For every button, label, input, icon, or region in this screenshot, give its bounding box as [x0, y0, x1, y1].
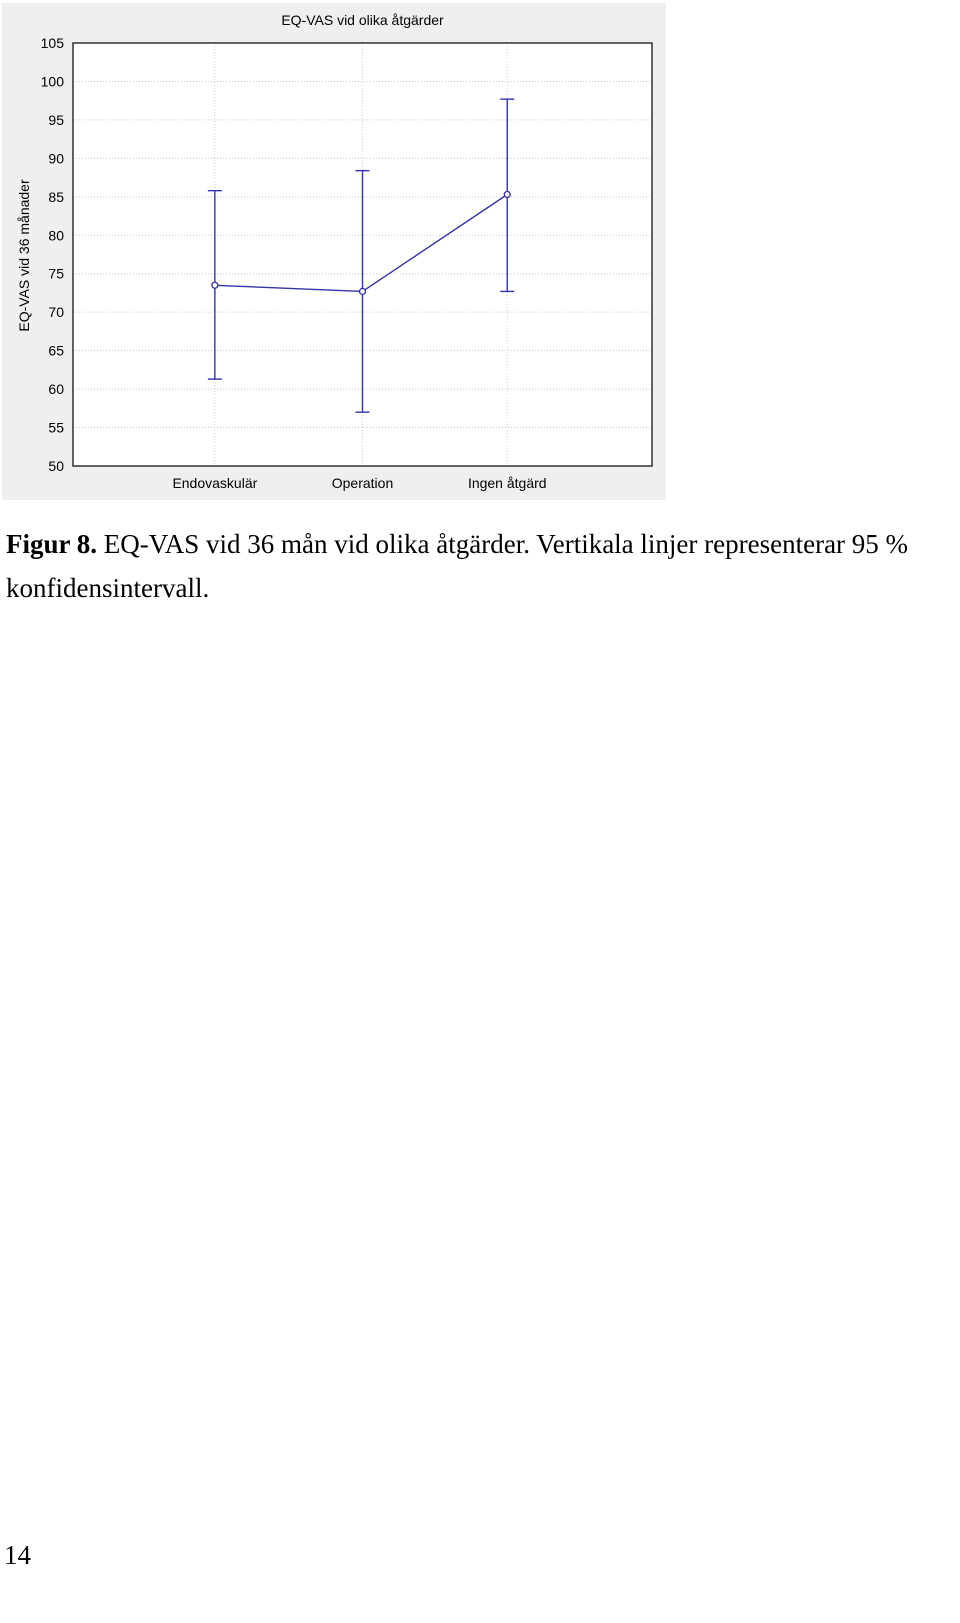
mean-point [212, 282, 218, 288]
figure-caption-label: Figur 8. [6, 529, 98, 559]
y-tick-label: 75 [48, 265, 64, 282]
y-tick-label: 90 [48, 150, 64, 167]
mean-point [360, 288, 366, 294]
y-tick-label: 65 [48, 342, 64, 359]
y-tick-label: 50 [48, 458, 64, 474]
chart-panel [2, 3, 666, 500]
y-tick-label: 80 [48, 227, 64, 244]
x-tick-label: Operation [331, 475, 394, 491]
y-tick-label: 85 [48, 188, 64, 205]
y-tick-label: 55 [48, 419, 64, 436]
x-tick-label: Endovaskulär [172, 475, 258, 491]
figure-caption [6, 522, 946, 610]
mean-point [504, 192, 510, 198]
y-axis-label: EQ-VAS vid 36 månader [16, 179, 32, 332]
figure-caption-text: EQ-VAS vid 36 mån vid olika åtgärder. Vertikala linjer representerar 95 % konfidensintervall. [6, 529, 909, 603]
chart-title: EQ-VAS vid olika åtgärder [281, 12, 444, 28]
chart-svg [2, 3, 666, 500]
y-tick-label: 95 [48, 111, 64, 128]
x-tick-label: Ingen åtgärd [467, 475, 547, 491]
y-tick-label: 70 [48, 304, 64, 321]
y-tick-label: 60 [48, 381, 64, 398]
y-tick-label: 100 [40, 73, 64, 90]
page-number: 14 [4, 1540, 31, 1570]
y-tick-label: 105 [40, 35, 64, 51]
